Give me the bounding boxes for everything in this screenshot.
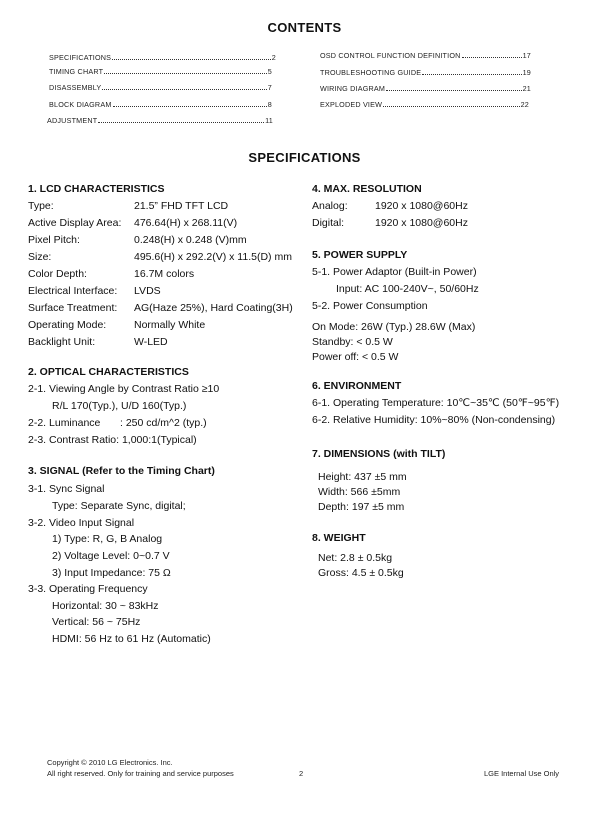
signal-line: 1) Type: R, G, B Analog (52, 533, 163, 545)
power-line: 5-2. Power Consumption (312, 300, 428, 312)
power-line: On Mode: 26W (Typ.) 28.6W (Max) (312, 321, 476, 333)
environment-heading: 6. ENVIRONMENT (312, 380, 402, 392)
toc-entry-exploded-view[interactable]: EXPLODED VIEW 22 (320, 100, 529, 109)
toc-entry-wiring-diagram[interactable]: WIRING DIAGRAM 21 (320, 84, 531, 93)
footer-copyright: Copyright © 2010 LG Electronics. Inc. (47, 758, 173, 767)
lcd-key: Color Depth: (28, 268, 87, 280)
lcd-key: Active Display Area: (28, 217, 122, 229)
signal-heading: 3. SIGNAL (Refer to the Timing Chart) (28, 465, 215, 477)
lcd-value: 476.64(H) x 268.11(V) (134, 217, 238, 229)
footer-internal-use: LGE Internal Use Only (484, 769, 560, 778)
lcd-key: Surface Treatment: (28, 302, 118, 314)
resolution-key: Digital: (312, 217, 345, 229)
lcd-value: 16.7M colors (134, 268, 195, 280)
resolution-value: 1920 x 1080@60Hz (375, 217, 468, 229)
resolution-heading: 4. MAX. RESOLUTION (312, 183, 422, 195)
lcd-value: W-LED (134, 336, 168, 348)
toc-entry-adjustment[interactable]: ADJUSTMENT 11 (47, 116, 273, 125)
contents-title: CONTENTS (267, 20, 342, 35)
specifications-title: SPECIFICATIONS (248, 150, 361, 165)
lcd-key: Backlight Unit: (28, 336, 96, 348)
signal-line: 2) Voltage Level: 0~0.7 V (52, 550, 170, 562)
power-line: Standby: < 0.5 W (312, 336, 393, 348)
weight-line: Net: 2.8 ± 0.5kg (318, 552, 393, 564)
signal-line: Horizontal: 30 ~ 83kHz (52, 600, 159, 612)
optical-line: 2-1. Viewing Angle by Contrast Ratio ≥10 (28, 383, 220, 395)
signal-line: Type: Separate Sync, digital; (52, 500, 186, 512)
lcd-key: Pixel Pitch: (28, 234, 80, 246)
lcd-heading: 1. LCD CHARACTERISTICS (28, 183, 165, 195)
lcd-value: 0.248(H) x 0.248 (V)mm (134, 234, 247, 246)
lcd-key: Electrical Interface: (28, 285, 118, 297)
lcd-value: AG(Haze 25%), Hard Coating(3H) (134, 302, 293, 314)
signal-line: 3-2. Video Input Signal (28, 517, 135, 529)
optical-line: 2-2. Luminance (28, 417, 101, 429)
toc-entry-disassembly[interactable]: DISASSEMBLY 7 (49, 83, 272, 92)
resolution-value: 1920 x 1080@60Hz (375, 200, 468, 212)
signal-line: 3) Input Impedance: 75 Ω (52, 567, 171, 579)
environment-line: 6-2. Relative Humidity: 10%~80% (Non-condensing) (312, 414, 556, 426)
dimensions-line: Width: 566 ±5mm (318, 486, 401, 498)
toc-entry-timing-chart[interactable]: TIMING CHART 5 (49, 67, 272, 76)
lcd-value: Normally White (134, 319, 206, 331)
signal-line: 3-3. Operating Frequency (28, 583, 148, 595)
toc-entry-specifications[interactable]: SPECIFICATIONS 2 (49, 53, 276, 62)
dimensions-line: Depth: 197 ±5 mm (318, 501, 405, 513)
weight-heading: 8. WEIGHT (312, 532, 366, 544)
environment-line: 6-1. Operating Temperature: 10℃~35℃ (50℉~95℉) (312, 397, 560, 409)
optical-line: R/L 170(Typ.), U/D 160(Typ.) (52, 400, 187, 412)
lcd-key: Size: (28, 251, 52, 263)
toc-entry-troubleshooting[interactable]: TROUBLESHOOTING GUIDE 19 (320, 68, 531, 77)
lcd-value: 21.5” FHD TFT LCD (134, 200, 229, 212)
signal-line: 3-1. Sync Signal (28, 483, 105, 495)
toc-entry-block-diagram[interactable]: BLOCK DIAGRAM 8 (49, 100, 272, 109)
weight-line: Gross: 4.5 ± 0.5kg (318, 567, 404, 579)
optical-heading: 2. OPTICAL CHARACTERISTICS (28, 366, 189, 378)
power-line: Input: AC 100-240V~, 50/60Hz (336, 283, 479, 295)
dimensions-heading: 7. DIMENSIONS (with TILT) (312, 448, 446, 460)
lcd-value: LVDS (134, 285, 161, 297)
optical-line: : 250 cd/m^2 (typ.) (120, 417, 207, 429)
resolution-key: Analog: (312, 200, 348, 212)
lcd-key: Operating Mode: (28, 319, 107, 331)
power-heading: 5. POWER SUPPLY (312, 249, 408, 261)
footer-rights: All right reserved. Only for training and service purposes (47, 769, 234, 778)
lcd-key: Type: (28, 200, 54, 212)
signal-line: HDMI: 56 Hz to 61 Hz (Automatic) (52, 633, 211, 645)
lcd-value: 495.6(H) x 292.2(V) x 11.5(D) mm (134, 251, 292, 263)
optical-line: 2-3. Contrast Ratio: 1,000:1(Typical) (28, 434, 197, 446)
dimensions-line: Height: 437 ±5 mm (318, 471, 407, 483)
toc-entry-osd-control[interactable]: OSD CONTROL FUNCTION DEFINITION 17 (320, 51, 531, 60)
power-line: 5-1. Power Adaptor (Built-in Power) (312, 266, 477, 278)
footer-page-number: 2 (299, 769, 304, 778)
signal-line: Vertical: 56 ~ 75Hz (52, 616, 141, 628)
power-line: Power off: < 0.5 W (312, 351, 399, 363)
